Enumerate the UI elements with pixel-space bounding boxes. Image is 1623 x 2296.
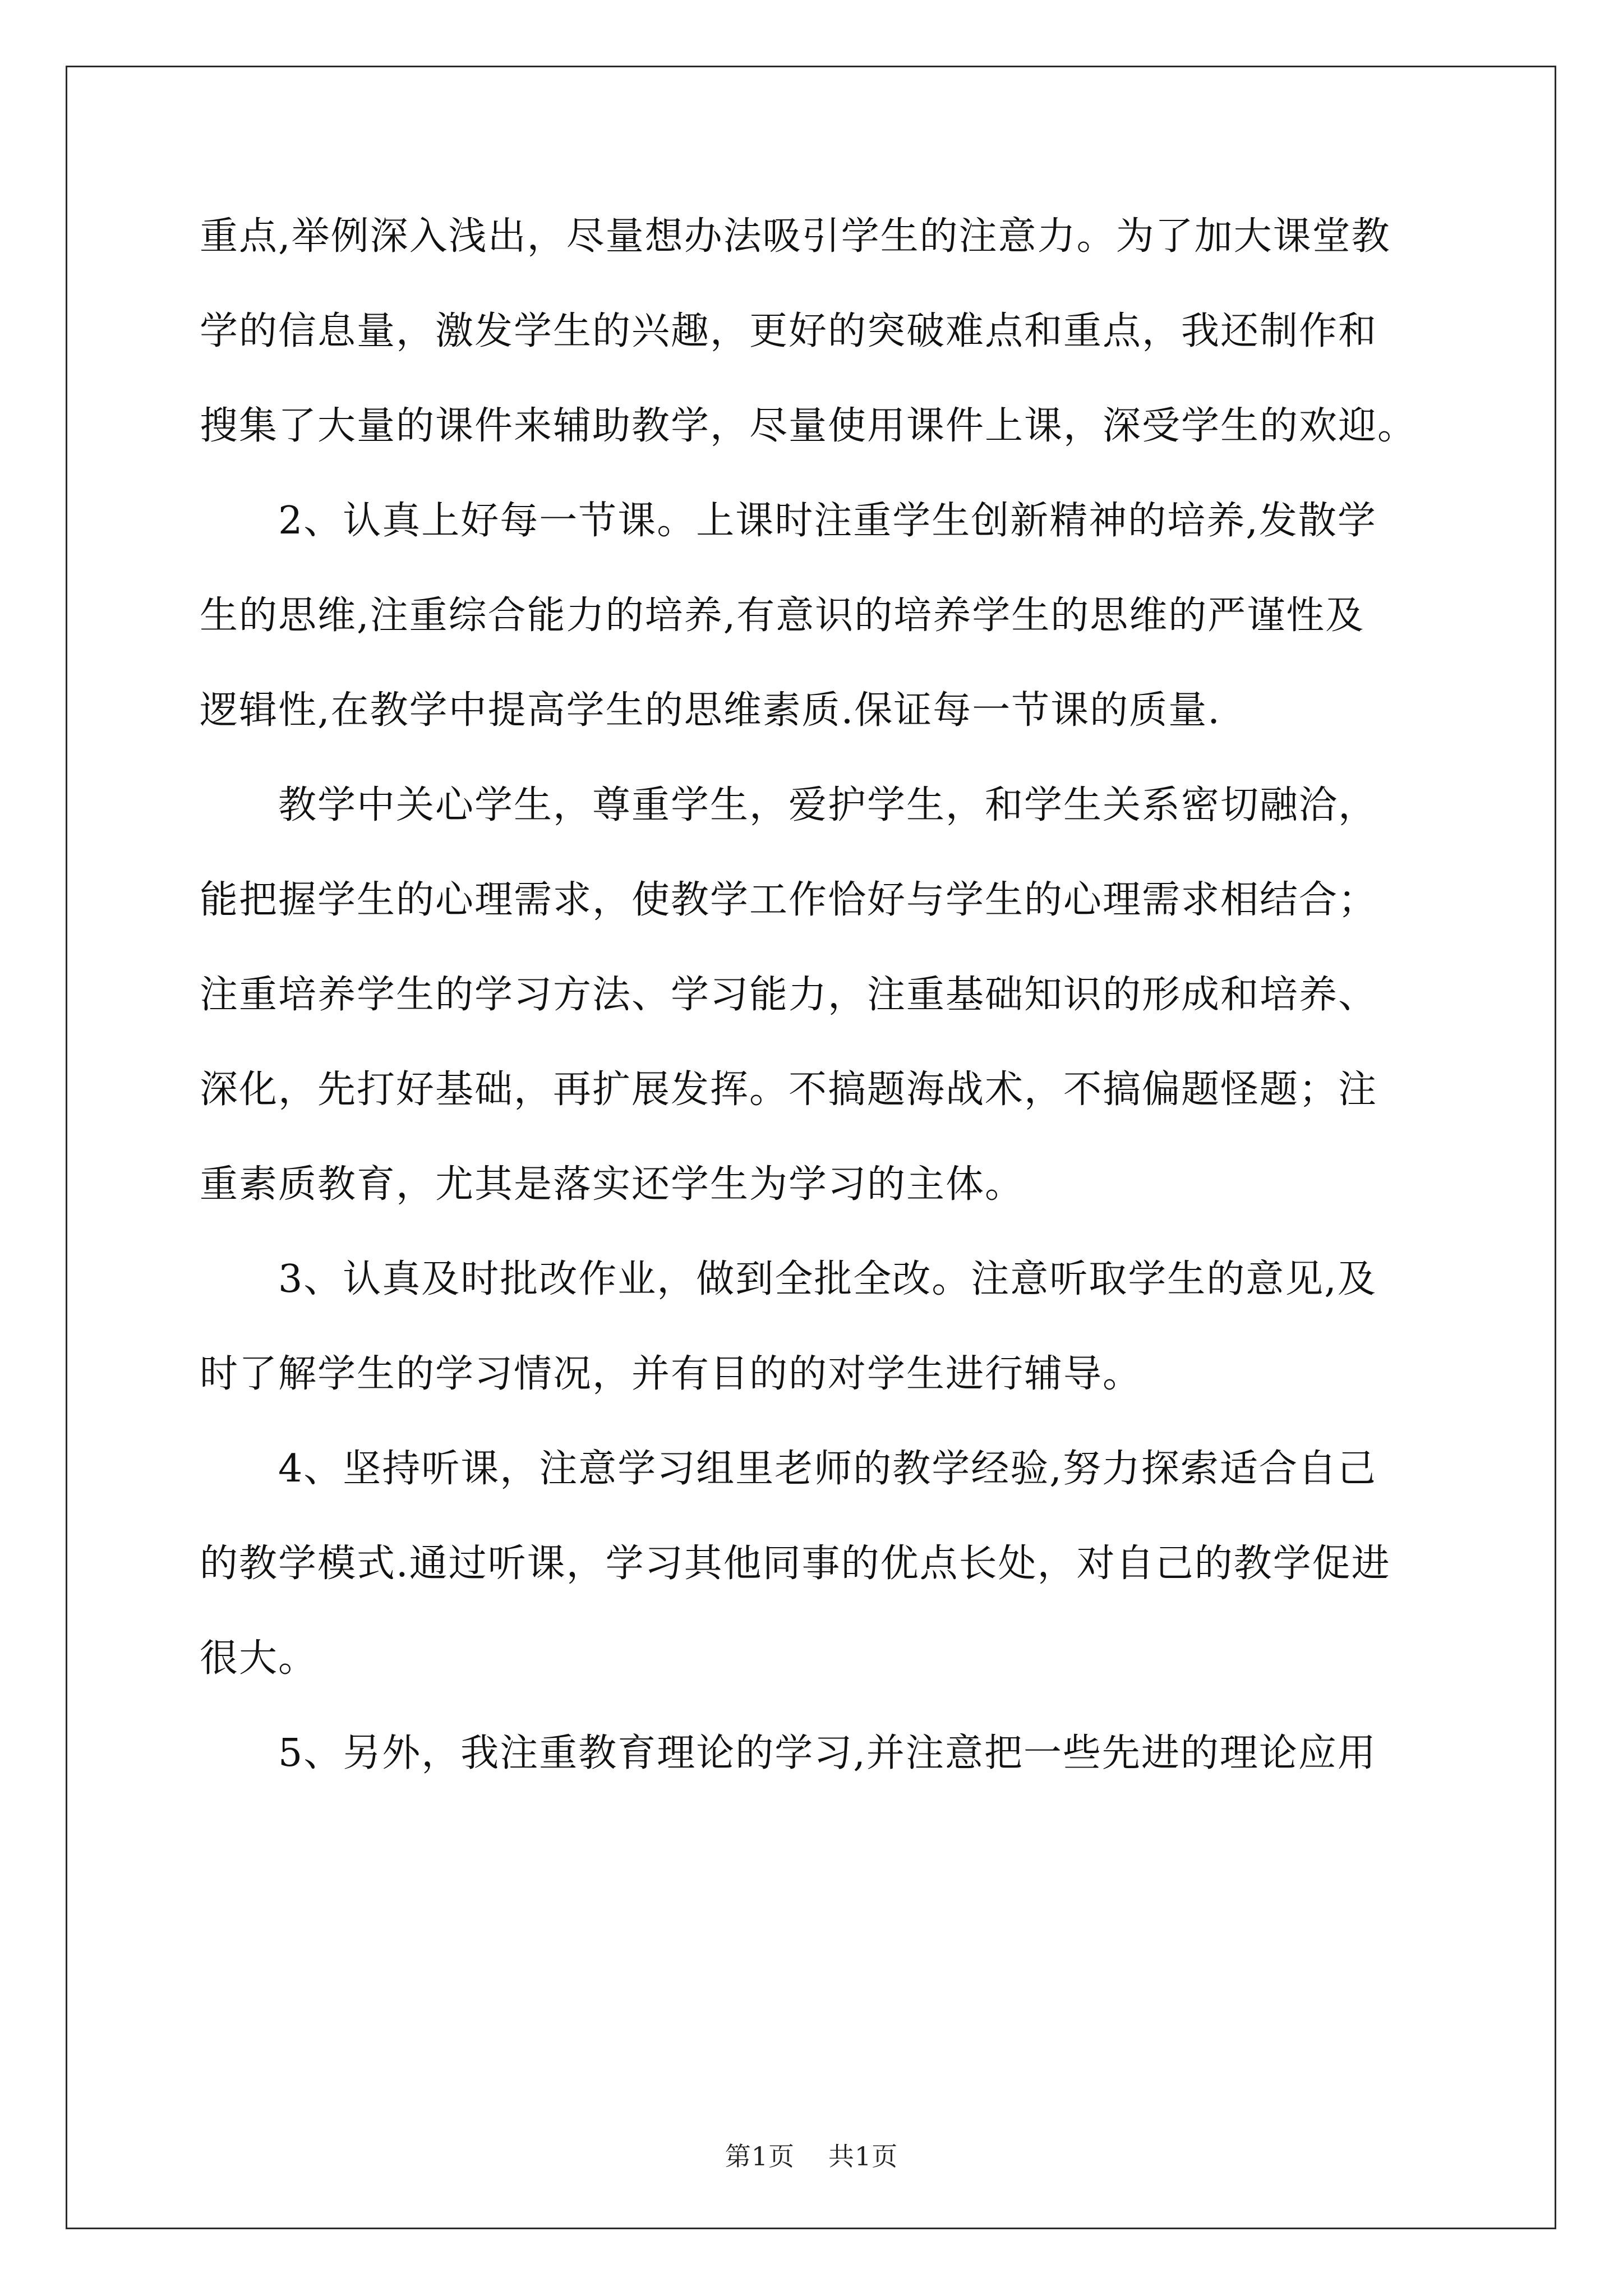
paragraph-start-line: 2、认真上好每一节课。上课时注重学生创新精神的培养,发散学 [278, 499, 1377, 543]
paragraph-start-line: 教学中关心学生，尊重学生，爱护学生，和学生关系密切融洽， [278, 783, 1378, 827]
text-line: 能把握学生的心理需求，使教学工作恰好与学生的心理需求相结合； [200, 878, 1378, 922]
text-line: 搜集了大量的课件来辅助教学，尽量使用课件上课，深受学生的欢迎。 [200, 404, 1417, 448]
document-body [200, 214, 1428, 1829]
text-line: 生的思维,注重综合能力的培养,有意识的培养学生的思维的严谨性及 [200, 593, 1365, 638]
paragraph-start-line: 4、坚持听课，注意学习组里老师的教学经验,努力探索适合自己 [278, 1447, 1377, 1491]
text-line: 时了解学生的学习情况，并有目的的对学生进行辅导。 [200, 1352, 1142, 1396]
text-line: 的教学模式.通过听课，学习其他同事的优点长处，对自己的教学促进 [200, 1542, 1391, 1586]
text-line: 逻辑性,在教学中提高学生的思维素质.保证每一节课的质量. [200, 688, 1221, 733]
text-line: 注重培养学生的学习方法、学习能力，注重基础知识的形成和培养、 [200, 973, 1378, 1017]
page-footer [0, 2136, 1623, 2173]
text-line: 深化，先打好基础，再扩展发挥。不搞题海战术，不搞偏题怪题；注 [200, 1068, 1378, 1112]
text-line: 重素质教育，尤其是落实还学生为学习的主体。 [200, 1162, 1025, 1207]
text-line: 很大。 [200, 1636, 318, 1681]
text-line: 学的信息量，激发学生的兴趣，更好的突破难点和重点，我还制作和 [200, 309, 1378, 353]
page-total: 共1页 [828, 2141, 898, 2171]
text-line: 重点,举例深入浅出，尽量想办法吸引学生的注意力。为了加大课堂教 [200, 214, 1391, 259]
paragraph-start-line: 5、另外，我注重教育理论的学习,并注意把一些先进的理论应用 [278, 1731, 1377, 1775]
page-number: 第1页 [725, 2141, 795, 2171]
paragraph-start-line: 3、认真及时批改作业，做到全批全改。注意听取学生的意见,及 [278, 1257, 1377, 1301]
